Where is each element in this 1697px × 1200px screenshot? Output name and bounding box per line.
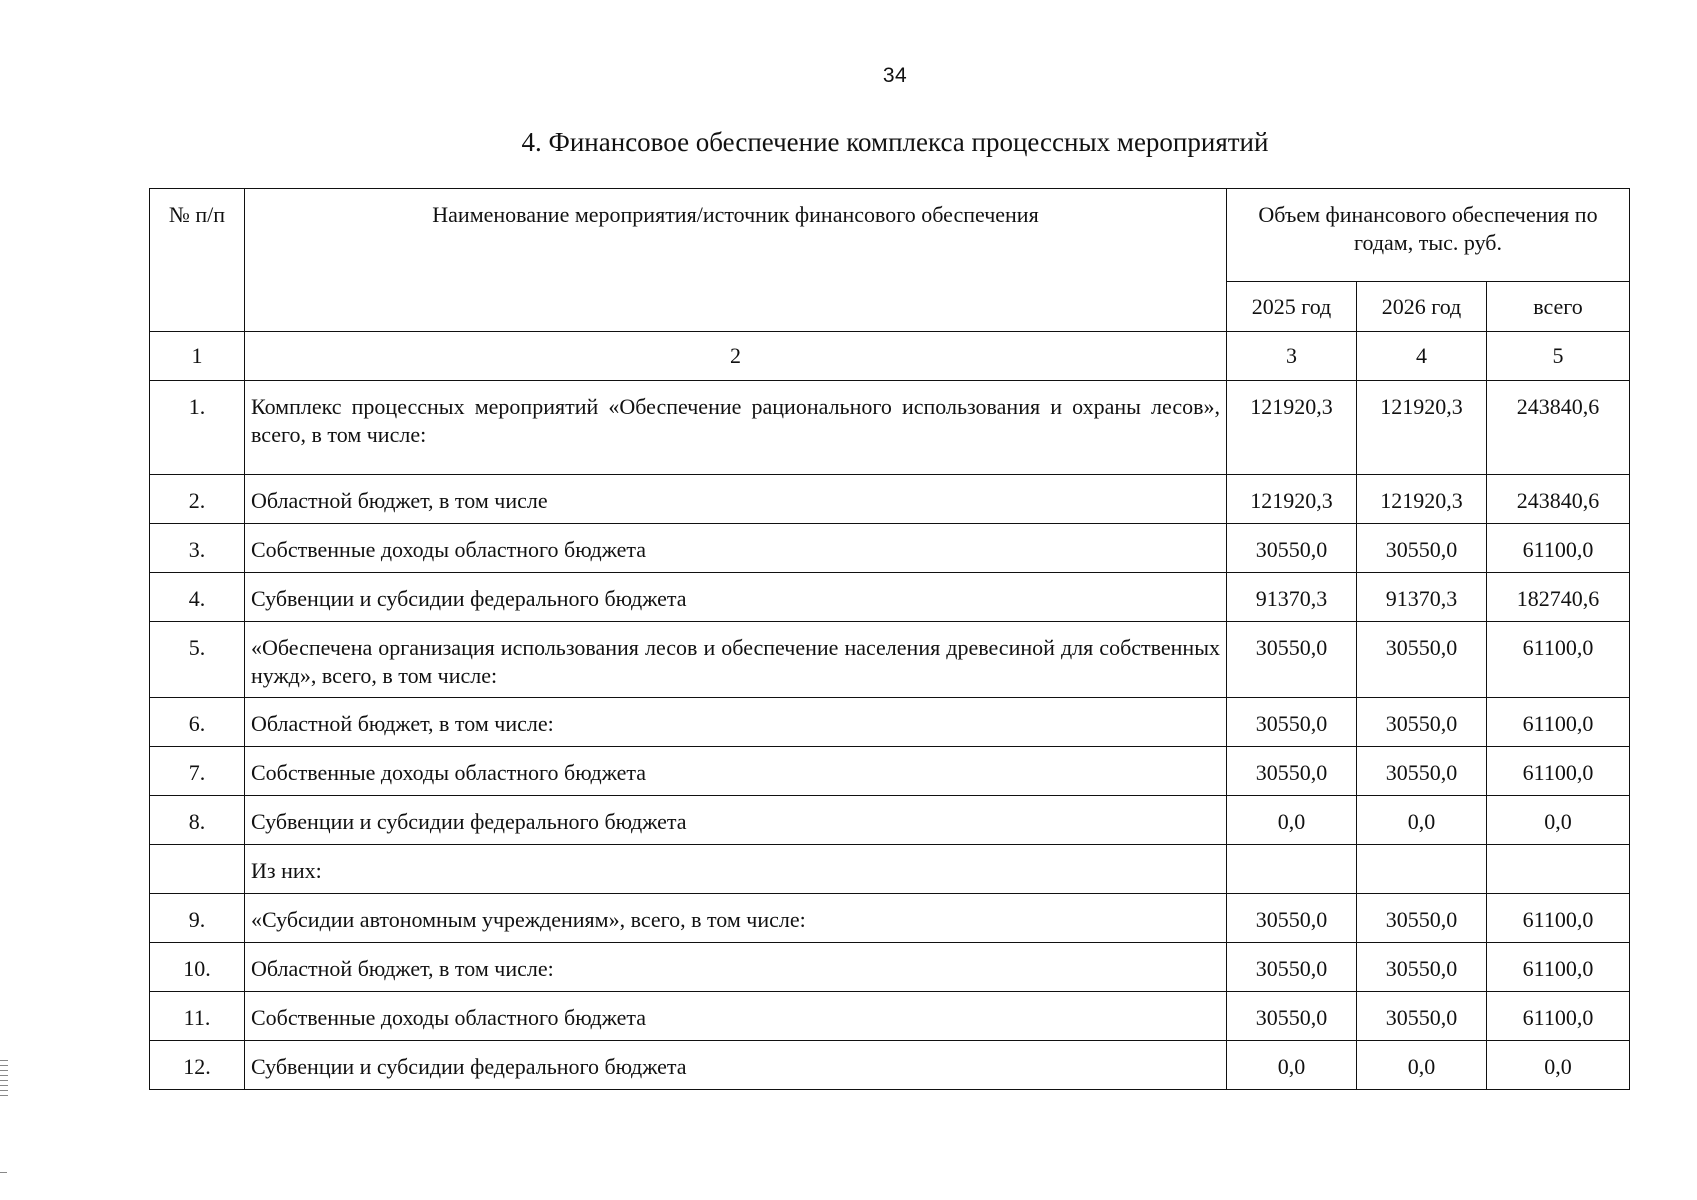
- row-name: Комплекс процессных мероприятий «Обеспечение рационального использования и охраны лесов», всего, в том числе:: [245, 381, 1227, 475]
- row-number: 7.: [150, 747, 245, 796]
- column-index: 2: [245, 332, 1227, 381]
- table-row: [150, 698, 1630, 747]
- row-name: Областной бюджет, в том числе: [245, 475, 1227, 524]
- row-name: Субвенции и субсидии федерального бюджета: [245, 796, 1227, 845]
- table-row: [150, 796, 1630, 845]
- row-number: 12.: [150, 1041, 245, 1090]
- value-2026: 91370,3: [1357, 573, 1487, 622]
- value-total: 61100,0: [1487, 992, 1630, 1041]
- row-number: 5.: [150, 622, 245, 698]
- table-row: [150, 524, 1630, 573]
- value-2026: 30550,0: [1357, 894, 1487, 943]
- value-2025: 30550,0: [1227, 524, 1357, 573]
- row-number: 1.: [150, 381, 245, 475]
- value-2026: 30550,0: [1357, 524, 1487, 573]
- value-total: 61100,0: [1487, 524, 1630, 573]
- table-row: [150, 992, 1630, 1041]
- row-name: Областной бюджет, в том числе:: [245, 943, 1227, 992]
- column-index: 4: [1357, 332, 1487, 381]
- value-2026: 121920,3: [1357, 475, 1487, 524]
- column-index: 3: [1227, 332, 1357, 381]
- table-body: [150, 381, 1630, 1090]
- header-num: № п/п: [150, 189, 245, 332]
- row-number: 4.: [150, 573, 245, 622]
- value-2026: 30550,0: [1357, 992, 1487, 1041]
- value-2025: 30550,0: [1227, 894, 1357, 943]
- scan-edge-tick: [0, 1172, 7, 1173]
- value-total: 61100,0: [1487, 622, 1630, 698]
- row-name: «Субсидии автономным учреждениям», всего, в том числе:: [245, 894, 1227, 943]
- value-2026: 30550,0: [1357, 943, 1487, 992]
- header-volume: Объем финансового обеспечения по годам, тыс. руб.: [1227, 189, 1630, 282]
- row-number: 2.: [150, 475, 245, 524]
- value-total: 61100,0: [1487, 747, 1630, 796]
- table-row: [150, 1041, 1630, 1090]
- header-year-2025: 2025 год: [1227, 282, 1357, 332]
- table-row: [150, 622, 1630, 698]
- row-number: [150, 845, 245, 894]
- value-2026: 30550,0: [1357, 747, 1487, 796]
- value-2026: 121920,3: [1357, 381, 1487, 475]
- value-total: 0,0: [1487, 796, 1630, 845]
- row-number: 6.: [150, 698, 245, 747]
- table-row: [150, 943, 1630, 992]
- table-row: [150, 475, 1630, 524]
- column-index: 5: [1487, 332, 1630, 381]
- table-row: [150, 845, 1630, 894]
- header-total: всего: [1487, 282, 1630, 332]
- header-year-2026: 2026 год: [1357, 282, 1487, 332]
- value-total: 243840,6: [1487, 381, 1630, 475]
- column-index: 1: [150, 332, 245, 381]
- table-row: [150, 894, 1630, 943]
- value-total: 182740,6: [1487, 573, 1630, 622]
- page-number: 34: [882, 64, 908, 87]
- row-number: 11.: [150, 992, 245, 1041]
- column-index-row: [150, 332, 1630, 381]
- table-row: [150, 747, 1630, 796]
- table-row: [150, 573, 1630, 622]
- value-2025: 121920,3: [1227, 475, 1357, 524]
- document-title: 4. Финансовое обеспечение комплекса процессных мероприятий: [521, 127, 1269, 157]
- scan-edge-marks: [0, 1060, 8, 1100]
- row-name: Субвенции и субсидии федерального бюджета: [245, 573, 1227, 622]
- value-total: 61100,0: [1487, 943, 1630, 992]
- table-row: [150, 381, 1630, 475]
- value-total: 243840,6: [1487, 475, 1630, 524]
- row-number: 9.: [150, 894, 245, 943]
- row-number: 10.: [150, 943, 245, 992]
- value-2026: 30550,0: [1357, 622, 1487, 698]
- value-2026: [1357, 845, 1487, 894]
- value-2025: 0,0: [1227, 1041, 1357, 1090]
- value-total: 61100,0: [1487, 698, 1630, 747]
- row-name: Субвенции и субсидии федерального бюджета: [245, 1041, 1227, 1090]
- row-name: Областной бюджет, в том числе:: [245, 698, 1227, 747]
- value-2026: 0,0: [1357, 1041, 1487, 1090]
- value-2025: 0,0: [1227, 796, 1357, 845]
- value-2025: [1227, 845, 1357, 894]
- value-2026: 0,0: [1357, 796, 1487, 845]
- row-name: Собственные доходы областного бюджета: [245, 747, 1227, 796]
- header-row: [150, 189, 1630, 282]
- value-2025: 30550,0: [1227, 622, 1357, 698]
- value-2025: 30550,0: [1227, 747, 1357, 796]
- value-2026: 30550,0: [1357, 698, 1487, 747]
- row-name: «Обеспечена организация использования лесов и обеспечение населения древесиной для собственных нужд», всего, в том числе:: [245, 622, 1227, 698]
- value-2025: 91370,3: [1227, 573, 1357, 622]
- row-name: Из них:: [245, 845, 1227, 894]
- header-name: Наименование мероприятия/источник финансового обеспечения: [245, 189, 1227, 332]
- value-2025: 121920,3: [1227, 381, 1357, 475]
- value-2025: 30550,0: [1227, 992, 1357, 1041]
- row-number: 8.: [150, 796, 245, 845]
- financing-table: [149, 188, 1630, 1090]
- value-total: [1487, 845, 1630, 894]
- value-total: 61100,0: [1487, 894, 1630, 943]
- value-total: 0,0: [1487, 1041, 1630, 1090]
- value-2025: 30550,0: [1227, 698, 1357, 747]
- value-2025: 30550,0: [1227, 943, 1357, 992]
- row-name: Собственные доходы областного бюджета: [245, 992, 1227, 1041]
- row-number: 3.: [150, 524, 245, 573]
- row-name: Собственные доходы областного бюджета: [245, 524, 1227, 573]
